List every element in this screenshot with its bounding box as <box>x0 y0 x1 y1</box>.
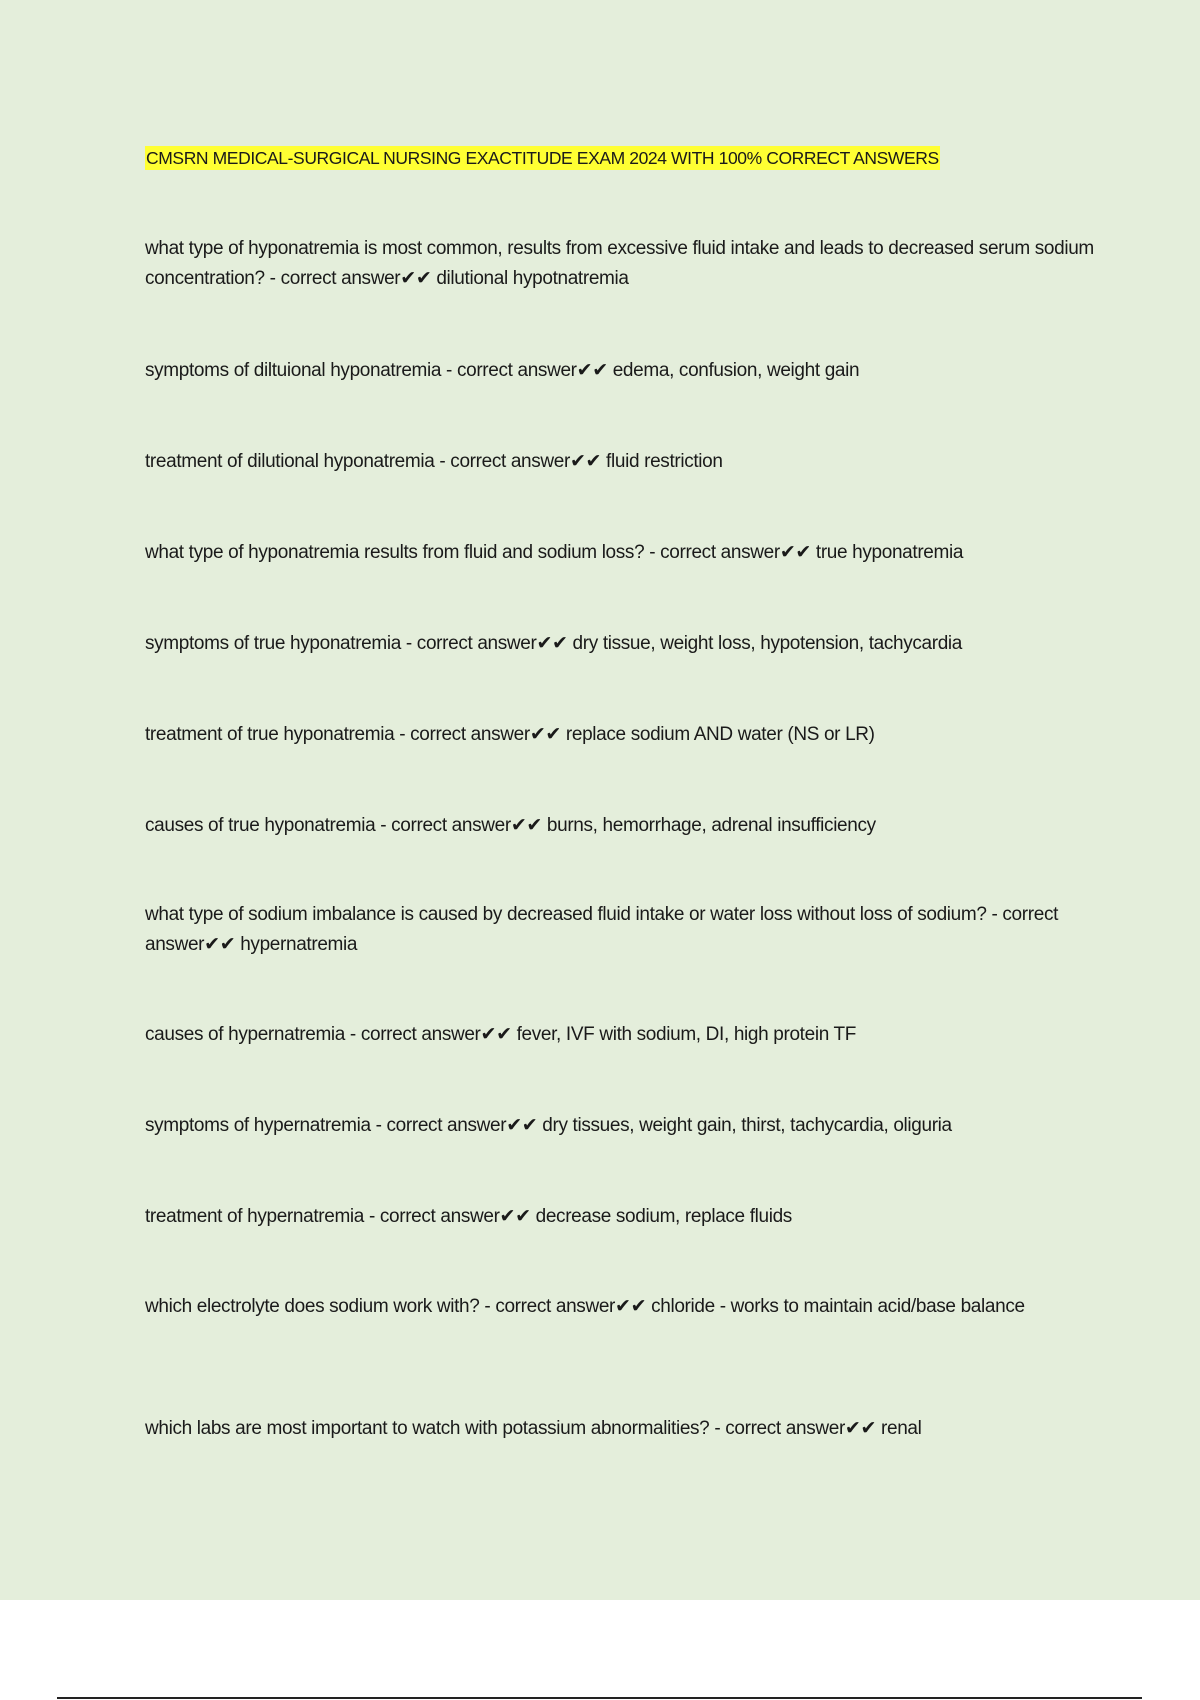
qa-item: causes of true hyponatremia - correct answer✔✔ burns, hemorrhage, adrenal insufficiency <box>145 815 876 836</box>
qa-item: which labs are most important to watch with potassium abnormalities? - correct answer✔✔ renal <box>145 1418 922 1439</box>
qa-item: treatment of dilutional hyponatremia - correct answer✔✔ fluid restriction <box>145 451 723 472</box>
qa-item: symptoms of diltuional hyponatremia - correct answer✔✔ edema, confusion, weight gain <box>145 360 860 381</box>
qa-item: symptoms of true hyponatremia - correct answer✔✔ dry tissue, weight loss, hypotension, tachycardia <box>145 633 963 654</box>
qa-item: causes of hypernatremia - correct answer✔✔ fever, IVF with sodium, DI, high protein TF <box>145 1024 857 1045</box>
qa-item: treatment of true hyponatremia - correct answer✔✔ replace sodium AND water (NS or LR) <box>145 724 875 745</box>
qa-item: which electrolyte does sodium work with? - correct answer✔✔ chloride - works to maintain acid/base balance <box>145 1296 1025 1317</box>
qa-item: what type of sodium imbalance is caused by decreased fluid intake or water loss without loss of sodium? - correct answer✔✔ hypernatremia <box>145 904 1059 955</box>
footer-divider <box>57 1697 1142 1699</box>
document-title: CMSRN MEDICAL-SURGICAL NURSING EXACTITUDE EXAM 2024 WITH 100% CORRECT ANSWERS <box>146 148 939 168</box>
qa-item: treatment of hypernatremia - correct answer✔✔ decrease sodium, replace fluids <box>145 1206 792 1227</box>
qa-item: symptoms of hypernatremia - correct answer✔✔ dry tissues, weight gain, thirst, tachycardia, oliguria <box>145 1115 952 1136</box>
qa-item: what type of hyponatremia is most common, results from excessive fluid intake and leads to decreased serum sodium concentration? - correct answer✔✔ dilutional hypotnatremia <box>145 238 1094 289</box>
qa-item: what type of hyponatremia results from fluid and sodium loss? - correct answer✔✔ true hyponatremia <box>145 542 964 563</box>
